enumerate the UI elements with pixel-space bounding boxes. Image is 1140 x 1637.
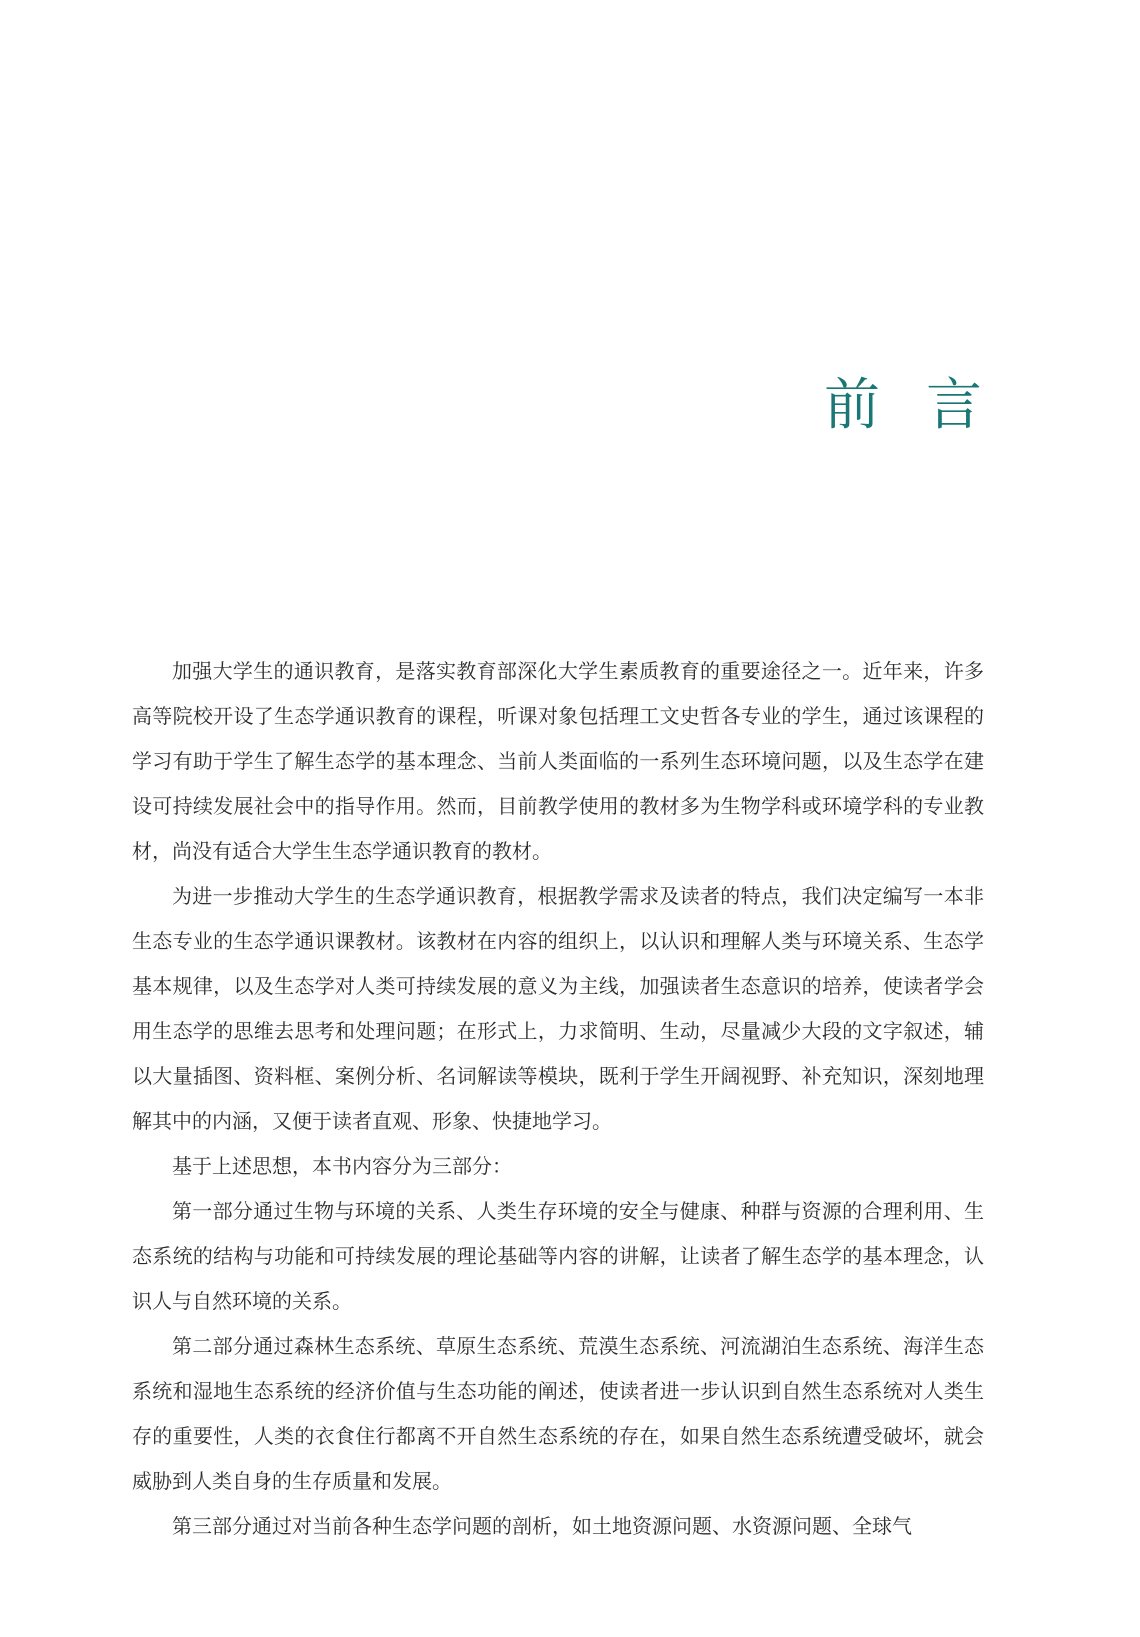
page-title [824,373,982,438]
paragraph-1: 加强大学生的通识教育，是落实教育部深化大学生素质教育的重要途径之一。近年来，许多高等院校开设了生态学通识教育的课程，听课对象包括理工文史哲各专业的学生，通过该课程的学习有助于学生了解生态学的基本理念、当前人类面临的一系列生态环境问题，以及生态学在建设可持续发展社会中的指导作用。然而，目前教学使用的教材多为生物学科或环境学科的专业教材，尚没有适合大学生生态学通识教育的教材。 [132,659,984,863]
paragraph-4: 第一部分通过生物与环境的关系、人类生存环境的安全与健康、种群与资源的合理利用、生态系统的结构与功能和可持续发展的理论基础等内容的讲解，让读者了解生态学的基本理念，认识人与自然环境的关系。 [132,1199,984,1313]
title-char-2: 言 [926,373,982,438]
paragraph-3: 基于上述思想，本书内容分为三部分： [172,1154,512,1178]
paragraph-5: 第二部分通过森林生态系统、草原生态系统、荒漠生态系统、河流湖泊生态系统、海洋生态系统和湿地生态系统的经济价值与生态功能的阐述，使读者进一步认识到自然生态系统对人类生存的重要性，人类的衣食住行都离不开自然生态系统的存在，如果自然生态系统遭受破坏，就会威胁到人类自身的生存质量和发展。 [132,1334,984,1493]
title-char-1: 前 [824,373,926,438]
preface-body [132,649,984,1549]
paragraph-2: 为进一步推动大学生的生态学通识教育，根据教学需求及读者的特点，我们决定编写一本非生态专业的生态学通识课教材。该教材在内容的组织上，以认识和理解人类与环境关系、生态学基本规律，以及生态学对人类可持续发展的意义为主线，加强读者生态意识的培养，使读者学会用生态学的思维去思考和处理问题；在形式上，力求简明、生动，尽量减少大段的文字叙述，辅以大量插图、资料框、案例分析、名词解读等模块，既利于学生开阔视野、补充知识，深刻地理解其中的内涵，又便于读者直观、形象、快捷地学习。 [132,884,984,1133]
paragraph-6: 第三部分通过对当前各种生态学问题的剖析，如土地资源问题、水资源问题、全球气 [172,1514,912,1538]
